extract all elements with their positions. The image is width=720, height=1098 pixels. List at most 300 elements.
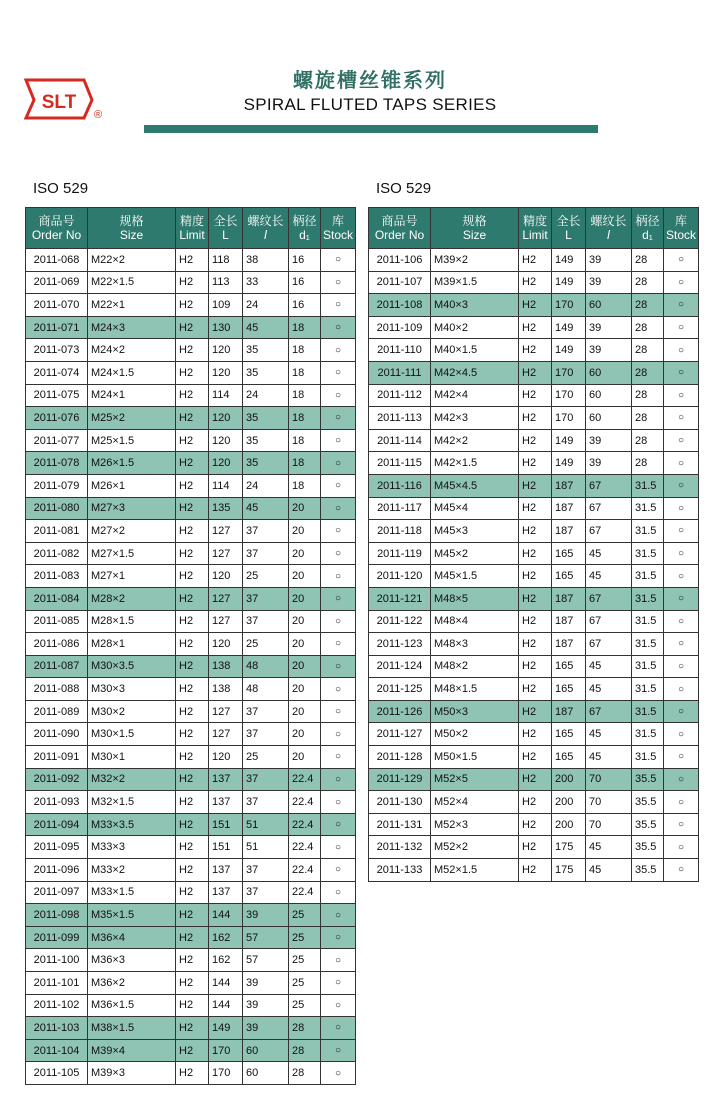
cell-total-length: 127 <box>209 587 243 610</box>
cell-shank-diameter: 28 <box>632 429 664 452</box>
cell-shank-diameter: 25 <box>289 904 321 927</box>
cell-stock: ○ <box>321 926 356 949</box>
cell-order-no: 2011-102 <box>26 994 88 1017</box>
cell-order-no: 2011-096 <box>26 859 88 882</box>
cell-total-length: 162 <box>209 926 243 949</box>
cell-thread-length: 60 <box>586 361 632 384</box>
cell-total-length: 165 <box>552 678 586 701</box>
cell-size: M35×1.5 <box>88 904 176 927</box>
table-row <box>26 723 356 746</box>
cell-thread-length: 35 <box>243 429 289 452</box>
cell-order-no: 2011-117 <box>369 497 431 520</box>
cell-total-length: 127 <box>209 520 243 543</box>
cell-order-no: 2011-109 <box>369 316 431 339</box>
cell-limit: H2 <box>176 429 209 452</box>
cell-limit: H2 <box>176 1039 209 1062</box>
cell-order-no: 2011-110 <box>369 339 431 362</box>
cell-stock: ○ <box>321 881 356 904</box>
cell-thread-length: 60 <box>243 1039 289 1062</box>
cell-limit: H2 <box>176 249 209 272</box>
cell-shank-diameter: 31.5 <box>632 542 664 565</box>
cell-limit: H2 <box>519 316 552 339</box>
cell-stock: ○ <box>321 836 356 859</box>
cell-order-no: 2011-094 <box>26 813 88 836</box>
cell-order-no: 2011-103 <box>26 1017 88 1040</box>
cell-size: M36×4 <box>88 926 176 949</box>
cell-limit: H2 <box>176 542 209 565</box>
cell-order-no: 2011-128 <box>369 746 431 769</box>
cell-total-length: 127 <box>209 700 243 723</box>
cell-stock: ○ <box>321 1039 356 1062</box>
cell-order-no: 2011-099 <box>26 926 88 949</box>
table-row <box>26 542 356 565</box>
cell-shank-diameter: 28 <box>289 1062 321 1085</box>
column-header-cn: 螺纹长 <box>590 214 627 228</box>
table-row <box>26 565 356 588</box>
cell-total-length: 149 <box>552 429 586 452</box>
cell-thread-length: 37 <box>243 542 289 565</box>
table-row <box>369 746 699 769</box>
cell-total-length: 165 <box>552 655 586 678</box>
cell-thread-length: 35 <box>243 452 289 475</box>
table-row <box>369 565 699 588</box>
column-header-en: Stock <box>665 228 696 242</box>
cell-stock: ○ <box>664 384 699 407</box>
cell-stock: ○ <box>321 474 356 497</box>
table-row <box>26 949 356 972</box>
cell-total-length: 170 <box>209 1062 243 1085</box>
cell-limit: H2 <box>519 859 552 882</box>
cell-total-length: 170 <box>552 407 586 430</box>
cell-size: M22×1.5 <box>88 271 176 294</box>
cell-thread-length: 25 <box>243 565 289 588</box>
cell-stock: ○ <box>664 610 699 633</box>
cell-thread-length: 48 <box>243 655 289 678</box>
cell-order-no: 2011-112 <box>369 384 431 407</box>
cell-order-no: 2011-131 <box>369 813 431 836</box>
cell-shank-diameter: 28 <box>632 407 664 430</box>
cell-shank-diameter: 18 <box>289 361 321 384</box>
cell-thread-length: 60 <box>586 294 632 317</box>
cell-size: M52×1.5 <box>431 859 519 882</box>
cell-shank-diameter: 28 <box>632 384 664 407</box>
cell-stock: ○ <box>664 520 699 543</box>
cell-shank-diameter: 22.4 <box>289 791 321 814</box>
table-row <box>369 407 699 430</box>
cell-shank-diameter: 31.5 <box>632 655 664 678</box>
cell-thread-length: 67 <box>586 610 632 633</box>
cell-total-length: 137 <box>209 791 243 814</box>
cell-order-no: 2011-104 <box>26 1039 88 1062</box>
cell-total-length: 187 <box>552 587 586 610</box>
cell-order-no: 2011-069 <box>26 271 88 294</box>
cell-stock: ○ <box>321 904 356 927</box>
cell-order-no: 2011-107 <box>369 271 431 294</box>
cell-size: M33×3.5 <box>88 813 176 836</box>
cell-shank-diameter: 18 <box>289 429 321 452</box>
cell-limit: H2 <box>176 972 209 995</box>
cell-limit: H2 <box>176 949 209 972</box>
column-header-en: Order No <box>374 228 425 242</box>
cell-size: M42×1.5 <box>431 452 519 475</box>
cell-limit: H2 <box>519 655 552 678</box>
cell-stock: ○ <box>664 271 699 294</box>
cell-order-no: 2011-097 <box>26 881 88 904</box>
table-row <box>369 587 699 610</box>
cell-order-no: 2011-080 <box>26 497 88 520</box>
cell-size: M39×3 <box>88 1062 176 1085</box>
cell-limit: H2 <box>176 339 209 362</box>
cell-shank-diameter: 22.4 <box>289 836 321 859</box>
cell-limit: H2 <box>519 452 552 475</box>
cell-thread-length: 57 <box>243 949 289 972</box>
column-header-cn: 精度 <box>179 214 204 228</box>
cell-limit: H2 <box>519 700 552 723</box>
column-header-cn: 库 <box>331 214 344 228</box>
cell-stock: ○ <box>321 610 356 633</box>
table-row <box>369 361 699 384</box>
cell-thread-length: 37 <box>243 859 289 882</box>
cell-thread-length: 67 <box>586 700 632 723</box>
cell-shank-diameter: 31.5 <box>632 474 664 497</box>
cell-limit: H2 <box>176 1017 209 1040</box>
cell-stock: ○ <box>321 294 356 317</box>
cell-shank-diameter: 20 <box>289 610 321 633</box>
cell-shank-diameter: 31.5 <box>632 520 664 543</box>
cell-shank-diameter: 18 <box>289 452 321 475</box>
cell-thread-length: 39 <box>243 1017 289 1040</box>
cell-order-no: 2011-115 <box>369 452 431 475</box>
cell-size: M26×1 <box>88 474 176 497</box>
column-header-en: Limit <box>522 228 548 242</box>
table-row <box>26 587 356 610</box>
column-header-cn: 精度 <box>522 214 547 228</box>
cell-total-length: 127 <box>209 610 243 633</box>
column-header-size <box>431 208 519 249</box>
cell-limit: H2 <box>519 249 552 272</box>
column-header-en: d₁ <box>299 228 310 242</box>
cell-size: M25×2 <box>88 407 176 430</box>
cell-thread-length: 67 <box>586 474 632 497</box>
table-row <box>26 1017 356 1040</box>
table-row <box>26 791 356 814</box>
cell-order-no: 2011-075 <box>26 384 88 407</box>
table-row <box>369 429 699 452</box>
table-row <box>26 610 356 633</box>
cell-stock: ○ <box>664 361 699 384</box>
cell-order-no: 2011-105 <box>26 1062 88 1085</box>
cell-order-no: 2011-084 <box>26 587 88 610</box>
cell-limit: H2 <box>519 361 552 384</box>
cell-limit: H2 <box>176 994 209 1017</box>
cell-size: M42×2 <box>431 429 519 452</box>
table-row <box>369 384 699 407</box>
table-row <box>26 836 356 859</box>
column-header-stock <box>664 208 699 249</box>
table-row <box>369 497 699 520</box>
cell-limit: H2 <box>519 813 552 836</box>
cell-total-length: 170 <box>552 361 586 384</box>
cell-stock: ○ <box>321 407 356 430</box>
cell-stock: ○ <box>664 813 699 836</box>
cell-stock: ○ <box>664 768 699 791</box>
table-row <box>369 768 699 791</box>
cell-thread-length: 37 <box>243 791 289 814</box>
cell-size: M42×4.5 <box>431 361 519 384</box>
table-row <box>26 633 356 656</box>
cell-total-length: 120 <box>209 429 243 452</box>
cell-limit: H2 <box>176 587 209 610</box>
cell-shank-diameter: 25 <box>289 972 321 995</box>
cell-thread-length: 39 <box>586 339 632 362</box>
cell-thread-length: 45 <box>586 565 632 588</box>
cell-thread-length: 70 <box>586 813 632 836</box>
cell-stock: ○ <box>321 655 356 678</box>
cell-size: M52×2 <box>431 836 519 859</box>
cell-thread-length: 57 <box>243 926 289 949</box>
cell-shank-diameter: 31.5 <box>632 678 664 701</box>
cell-stock: ○ <box>664 633 699 656</box>
column-header-cn: 规格 <box>119 214 144 228</box>
cell-stock: ○ <box>321 994 356 1017</box>
cell-order-no: 2011-068 <box>26 249 88 272</box>
cell-size: M45×4 <box>431 497 519 520</box>
cell-order-no: 2011-083 <box>26 565 88 588</box>
cell-size: M32×1.5 <box>88 791 176 814</box>
table-row <box>26 994 356 1017</box>
column-header-thread-length <box>586 208 632 249</box>
column-header-cn: 商品号 <box>38 214 75 228</box>
cell-total-length: 127 <box>209 723 243 746</box>
cell-thread-length: 37 <box>243 520 289 543</box>
table-row <box>26 972 356 995</box>
table-row <box>26 316 356 339</box>
table-row <box>369 836 699 859</box>
table-row <box>26 813 356 836</box>
cell-thread-length: 35 <box>243 339 289 362</box>
cell-shank-diameter: 35.5 <box>632 836 664 859</box>
table-row <box>26 904 356 927</box>
cell-shank-diameter: 28 <box>632 316 664 339</box>
cell-stock: ○ <box>321 249 356 272</box>
cell-limit: H2 <box>176 452 209 475</box>
cell-total-length: 200 <box>552 768 586 791</box>
table-row <box>369 452 699 475</box>
cell-size: M45×1.5 <box>431 565 519 588</box>
column-header-cn: 规格 <box>462 214 487 228</box>
cell-thread-length: 37 <box>243 610 289 633</box>
cell-shank-diameter: 20 <box>289 497 321 520</box>
cell-thread-length: 39 <box>586 452 632 475</box>
cell-order-no: 2011-120 <box>369 565 431 588</box>
column-header-en: L <box>565 228 572 242</box>
table-row <box>26 407 356 430</box>
cell-total-length: 200 <box>552 791 586 814</box>
header-row <box>26 208 356 249</box>
cell-thread-length: 60 <box>586 384 632 407</box>
title-chinese: 螺旋槽丝锥系列 <box>293 68 447 92</box>
cell-total-length: 175 <box>552 859 586 882</box>
cell-shank-diameter: 20 <box>289 633 321 656</box>
cell-shank-diameter: 25 <box>289 949 321 972</box>
table-row <box>26 271 356 294</box>
cell-size: M40×1.5 <box>431 339 519 362</box>
cell-stock: ○ <box>321 746 356 769</box>
column-header-en: l <box>607 228 610 242</box>
column-header-stock <box>321 208 356 249</box>
cell-stock: ○ <box>664 836 699 859</box>
cell-total-length: 165 <box>552 723 586 746</box>
cell-limit: H2 <box>519 384 552 407</box>
cell-size: M30×2 <box>88 700 176 723</box>
table-row <box>26 700 356 723</box>
cell-limit: H2 <box>176 361 209 384</box>
cell-size: M39×2 <box>431 249 519 272</box>
cell-stock: ○ <box>664 678 699 701</box>
cell-stock: ○ <box>321 429 356 452</box>
cell-stock: ○ <box>321 972 356 995</box>
cell-limit: H2 <box>176 746 209 769</box>
cell-total-length: 144 <box>209 994 243 1017</box>
cell-size: M39×4 <box>88 1039 176 1062</box>
cell-limit: H2 <box>176 294 209 317</box>
cell-stock: ○ <box>664 700 699 723</box>
column-header-en: Size <box>119 228 144 242</box>
cell-thread-length: 39 <box>586 271 632 294</box>
cell-shank-diameter: 28 <box>632 271 664 294</box>
cell-thread-length: 37 <box>243 700 289 723</box>
cell-size: M45×4.5 <box>431 474 519 497</box>
cell-order-no: 2011-082 <box>26 542 88 565</box>
cell-stock: ○ <box>321 497 356 520</box>
column-header-en: Order No <box>31 228 82 242</box>
cell-stock: ○ <box>321 700 356 723</box>
cell-thread-length: 70 <box>586 791 632 814</box>
cell-order-no: 2011-093 <box>26 791 88 814</box>
cell-order-no: 2011-074 <box>26 361 88 384</box>
cell-limit: H2 <box>176 881 209 904</box>
cell-size: M48×2 <box>431 655 519 678</box>
cell-limit: H2 <box>176 474 209 497</box>
cell-limit: H2 <box>176 926 209 949</box>
cell-order-no: 2011-095 <box>26 836 88 859</box>
cell-size: M30×3 <box>88 678 176 701</box>
cell-thread-length: 67 <box>586 587 632 610</box>
cell-size: M26×1.5 <box>88 452 176 475</box>
cell-stock: ○ <box>664 474 699 497</box>
table-row <box>26 768 356 791</box>
table-row <box>369 610 699 633</box>
cell-total-length: 130 <box>209 316 243 339</box>
cell-shank-diameter: 28 <box>632 294 664 317</box>
table-row <box>26 926 356 949</box>
cell-stock: ○ <box>321 587 356 610</box>
cell-stock: ○ <box>664 587 699 610</box>
cell-stock: ○ <box>321 633 356 656</box>
cell-limit: H2 <box>176 904 209 927</box>
cell-limit: H2 <box>176 407 209 430</box>
cell-size: M24×3 <box>88 316 176 339</box>
column-header-cn: 商品号 <box>381 214 418 228</box>
cell-size: M24×1 <box>88 384 176 407</box>
cell-shank-diameter: 31.5 <box>632 700 664 723</box>
cell-order-no: 2011-098 <box>26 904 88 927</box>
cell-thread-length: 67 <box>586 633 632 656</box>
cell-thread-length: 45 <box>586 836 632 859</box>
cell-thread-length: 45 <box>586 859 632 882</box>
cell-size: M27×1.5 <box>88 542 176 565</box>
cell-limit: H2 <box>176 610 209 633</box>
cell-size: M32×2 <box>88 768 176 791</box>
cell-stock: ○ <box>664 655 699 678</box>
cell-order-no: 2011-089 <box>26 700 88 723</box>
cell-size: M27×3 <box>88 497 176 520</box>
cell-shank-diameter: 22.4 <box>289 768 321 791</box>
cell-total-length: 109 <box>209 294 243 317</box>
cell-size: M52×3 <box>431 813 519 836</box>
cell-limit: H2 <box>176 813 209 836</box>
cell-order-no: 2011-077 <box>26 429 88 452</box>
column-header-en: Size <box>462 228 487 242</box>
cell-order-no: 2011-088 <box>26 678 88 701</box>
cell-limit: H2 <box>519 339 552 362</box>
table-row <box>369 655 699 678</box>
cell-order-no: 2011-087 <box>26 655 88 678</box>
table-row <box>369 542 699 565</box>
cell-order-no: 2011-100 <box>26 949 88 972</box>
column-header-shank-diameter <box>632 208 664 249</box>
cell-size: M22×1 <box>88 294 176 317</box>
title-english: SPIRAL FLUTED TAPS SERIES <box>243 95 497 114</box>
header-row <box>369 208 699 249</box>
column-header-en: L <box>222 228 229 242</box>
column-header-cn: 全长 <box>556 214 581 228</box>
table-row <box>26 859 356 882</box>
cell-stock: ○ <box>321 542 356 565</box>
cell-total-length: 149 <box>552 249 586 272</box>
table-row <box>369 316 699 339</box>
cell-total-length: 114 <box>209 474 243 497</box>
cell-stock: ○ <box>664 407 699 430</box>
column-header-en: d₁ <box>642 228 653 242</box>
left-spec-table <box>25 207 356 1085</box>
cell-stock: ○ <box>321 791 356 814</box>
cell-total-length: 170 <box>209 1039 243 1062</box>
cell-order-no: 2011-129 <box>369 768 431 791</box>
right-standard-label: ISO 529 <box>376 180 432 197</box>
cell-limit: H2 <box>519 271 552 294</box>
cell-total-length: 149 <box>552 339 586 362</box>
cell-size: M27×1 <box>88 565 176 588</box>
table-row <box>369 813 699 836</box>
cell-shank-diameter: 18 <box>289 407 321 430</box>
column-header-cn: 库 <box>674 214 687 228</box>
cell-limit: H2 <box>519 768 552 791</box>
column-header-size <box>88 208 176 249</box>
cell-shank-diameter: 20 <box>289 655 321 678</box>
table-row <box>26 881 356 904</box>
cell-stock: ○ <box>321 949 356 972</box>
cell-shank-diameter: 18 <box>289 339 321 362</box>
cell-size: M48×5 <box>431 587 519 610</box>
cell-limit: H2 <box>519 497 552 520</box>
cell-shank-diameter: 20 <box>289 520 321 543</box>
cell-size: M33×3 <box>88 836 176 859</box>
table-row <box>369 249 699 272</box>
cell-thread-length: 60 <box>586 407 632 430</box>
cell-order-no: 2011-121 <box>369 587 431 610</box>
cell-limit: H2 <box>519 565 552 588</box>
